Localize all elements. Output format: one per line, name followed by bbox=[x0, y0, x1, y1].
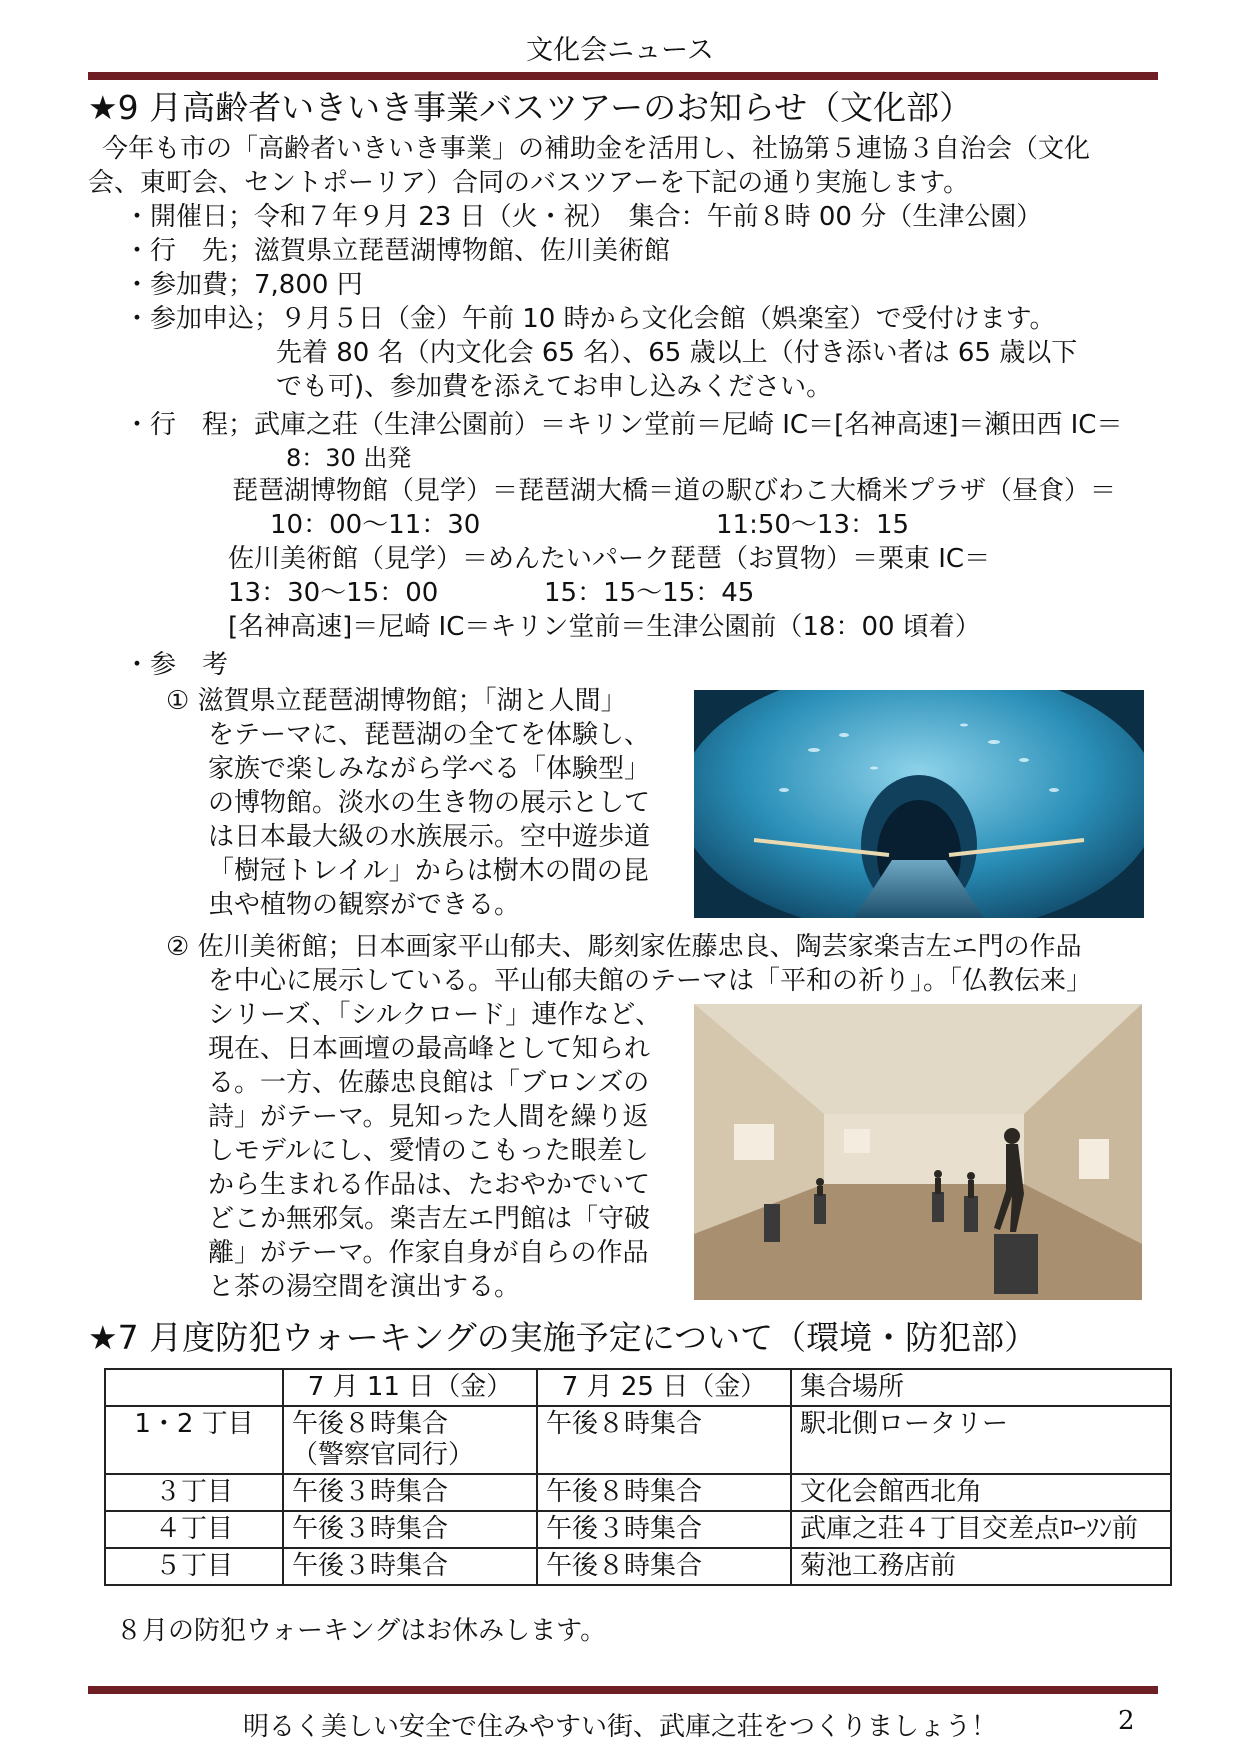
tour-fee: ・参加費；7,800 円 bbox=[124, 270, 363, 300]
meeting-place-cell: 駅北側ロータリー bbox=[791, 1406, 1171, 1474]
time-cell: 午後３時集合 bbox=[283, 1474, 537, 1511]
time-cell: 午後８時集合 bbox=[537, 1406, 791, 1474]
ref1-line: は日本最大級の水族展示。空中遊歩道 bbox=[208, 822, 651, 852]
bus-tour-heading: ★9 月高齢者いきいき事業バスツアーのお知らせ（文化部） bbox=[88, 88, 973, 127]
tour-route-2: 琵琶湖博物館（見学）＝琵琶湖大橋＝道の駅びわこ大橋米プラザ（昼食）＝ bbox=[232, 476, 1117, 506]
ref1-line: 「樹冠トレイル」からは樹木の間の昆 bbox=[208, 856, 649, 886]
ref2-line: ② 佐川美術館；日本画家平山郁夫、彫刻家佐藤忠良、陶芸家楽吉左エ門の作品 bbox=[166, 932, 1082, 962]
district-cell: 1・2 丁目 bbox=[105, 1406, 283, 1474]
police-escort-note: （警察官同行） bbox=[292, 1440, 475, 1470]
ref1-line: 家族で楽しみながら学べる「体験型」 bbox=[208, 754, 651, 784]
tour-route-2-time-a: 10：00〜11：30 bbox=[270, 510, 481, 540]
august-note: ８月の防犯ウォーキングはお休みします。 bbox=[116, 1616, 607, 1646]
header-cell bbox=[105, 1369, 283, 1406]
tour-route-2-time-b: 11:50〜13：15 bbox=[716, 510, 910, 540]
ref2-line: 離」がテーマ。作家自身が自らの作品 bbox=[208, 1238, 649, 1268]
tour-date: ・開催日；令和７年９月 23 日（火・祝） 集合：午前８時 00 分（生津公園） bbox=[124, 202, 1043, 232]
meeting-place-cell: 武庫之荘４丁目交差点ﾛｰｿﾝ前 bbox=[791, 1511, 1171, 1548]
tour-route-3-time-b: 15：15〜15：45 bbox=[544, 578, 755, 608]
ref1-line: をテーマに、琵琶湖の全てを体験し、 bbox=[208, 720, 651, 750]
aquarium-tunnel-photo bbox=[694, 690, 1144, 918]
ref2-line: る。一方、佐藤忠良館は「ブロンズの bbox=[208, 1068, 650, 1098]
header-rule bbox=[88, 72, 1158, 80]
patrol-schedule-table bbox=[104, 1368, 1172, 1586]
bus-tour-intro-1: 今年も市の「高齢者いきいき事業」の補助金を活用し、社協第５連協３自治会（文化 bbox=[102, 134, 1091, 164]
time-cell: 午後３時集合 bbox=[283, 1511, 537, 1548]
meeting-place-cell: 文化会館西北角 bbox=[791, 1474, 1171, 1511]
tour-destination: ・行 先；滋賀県立琵琶湖博物館、佐川美術館 bbox=[124, 236, 671, 266]
header-cell: 7 月 25 日（金） bbox=[537, 1369, 791, 1406]
time-cell: 午後８時集合 bbox=[537, 1474, 791, 1511]
ref2-line: 詩」がテーマ。見知った人間を繰り返 bbox=[208, 1102, 649, 1132]
district-cell: ５丁目 bbox=[105, 1548, 283, 1585]
tour-route-1: ・行 程；武庫之荘（生津公園前）＝キリン堂前＝尼崎 IC＝[名神高速]＝瀬田西 IC＝ bbox=[124, 410, 1123, 440]
tour-route-4: [名神高速]＝尼崎 IC＝キリン堂前＝生津公園前（18：00 頃着） bbox=[228, 612, 981, 642]
table-header-row bbox=[105, 1369, 1171, 1406]
tour-route-1-time: 8：30 出発 bbox=[286, 444, 412, 472]
time-text: 午後８時集合 bbox=[292, 1409, 449, 1439]
footer-slogan: 明るく美しい安全で住みやすい街、武庫之荘をつくりましょう！ bbox=[242, 1712, 997, 1742]
ref2-line: から生まれる作品は、たおやかでいて bbox=[208, 1170, 651, 1200]
time-cell: 午後８時集合 bbox=[537, 1548, 791, 1585]
ref2-line: と茶の湯空間を演出する。 bbox=[208, 1272, 521, 1302]
tour-apply-2: 先着 80 名（内文化会 65 名）、65 歳以上（付き添い者は 65 歳以下 bbox=[276, 338, 1078, 368]
ref1-line: の博物館。淡水の生き物の展示として bbox=[208, 788, 651, 818]
district-cell: ３丁目 bbox=[105, 1474, 283, 1511]
time-cell: 午後３時集合 bbox=[283, 1548, 537, 1585]
table-row bbox=[105, 1406, 1171, 1474]
footer-rule bbox=[88, 1686, 1158, 1694]
ref2-line: どこか無邪気。楽吉左エ門館は「守破 bbox=[208, 1204, 651, 1234]
time-cell: 午後３時集合 bbox=[537, 1511, 791, 1548]
ref1-line: 虫や植物の観察ができる。 bbox=[208, 890, 521, 920]
meeting-place-cell: 菊池工務店前 bbox=[791, 1548, 1171, 1585]
page-number: 2 bbox=[1118, 1706, 1135, 1736]
bus-tour-intro-2: 会、東町会、セントポーリア）合同のバスツアーを下記の通り実施します。 bbox=[88, 168, 970, 198]
tour-route-3: 佐川美術館（見学）＝めんたいパーク琵琶（お買物）＝栗東 IC＝ bbox=[228, 544, 991, 574]
tour-apply-1: ・参加申込；９月５日（金）午前 10 時から文化会館（娯楽室）で受付けます。 bbox=[124, 304, 1056, 334]
patrol-heading: ★7 月度防犯ウォーキングの実施予定について（環境・防犯部） bbox=[88, 1318, 1038, 1357]
header-cell: 7 月 11 日（金） bbox=[283, 1369, 537, 1406]
header-cell: 集合場所 bbox=[791, 1369, 1171, 1406]
table-row bbox=[105, 1474, 1171, 1511]
ref2-line: 現在、日本画壇の最高峰として知られ bbox=[208, 1034, 651, 1064]
reference-label: ・参 考 bbox=[124, 650, 229, 680]
district-cell: ４丁目 bbox=[105, 1511, 283, 1548]
ref1-line: ① 滋賀県立琵琶湖博物館；「湖と人間」 bbox=[166, 686, 627, 716]
table-row bbox=[105, 1548, 1171, 1585]
museum-gallery-photo bbox=[694, 1004, 1142, 1300]
time-cell bbox=[283, 1406, 537, 1474]
ref2-line: しモデルにし、愛情のこもった眼差し bbox=[208, 1136, 649, 1166]
newsletter-title: 文化会ニュース bbox=[526, 35, 714, 66]
table-row bbox=[105, 1511, 1171, 1548]
ref2-line: シリーズ、「シルクロード」連作など、 bbox=[208, 1000, 662, 1030]
ref2-line: を中心に展示している。平山郁夫館のテーマは「平和の祈り」。「仏教伝来」 bbox=[208, 966, 1093, 996]
tour-apply-3: でも可)、参加費を添えてお申し込みください。 bbox=[276, 372, 833, 402]
tour-route-3-time-a: 13：30〜15：00 bbox=[228, 578, 439, 608]
